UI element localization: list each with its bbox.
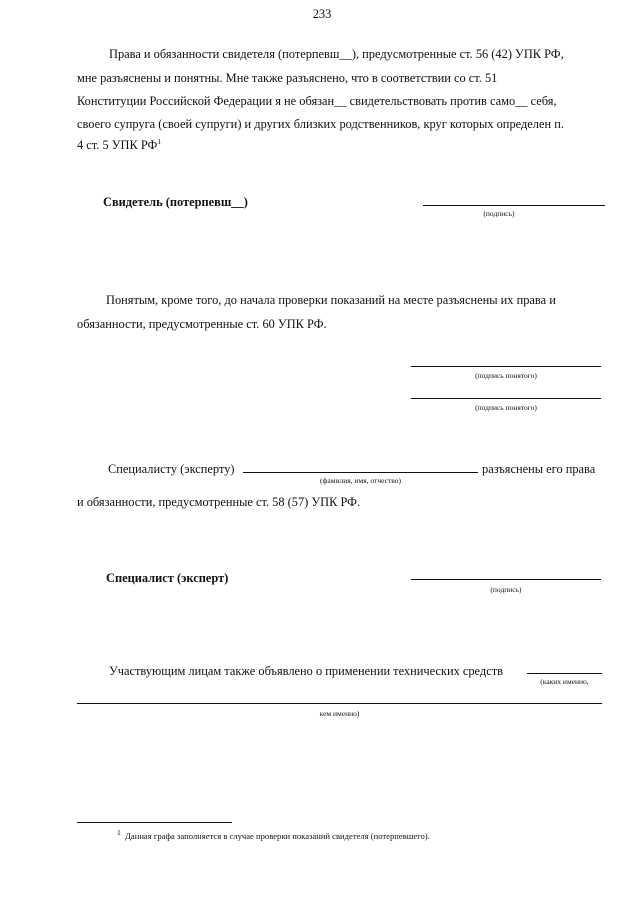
attesting-text-line-1: Понятым, кроме того, до начала проверки показаний на месте разъяснены их права и (106, 293, 556, 307)
attesting-signature-caption-1: (подпись понятого) (475, 371, 537, 380)
attesting-text-line-2: обязанности, предусмотренные ст. 60 УПК РФ. (77, 317, 327, 331)
witness-rights-line-5-text: 4 ст. 5 УПК РФ (77, 138, 158, 152)
footnote-text: Данная графа заполняется в случае проверки показаний свидетеля (потерпевшего). (125, 831, 430, 841)
attesting-signature-line-1 (411, 366, 601, 367)
technical-means-caption-1: (каких именно, (540, 677, 589, 686)
footnote (117, 828, 430, 842)
specialist-signature-caption: (подпись) (490, 585, 522, 594)
footnote-separator (77, 822, 232, 823)
witness-rights-line-3: Конституции Российской Федерации я не обязан__ свидетельствовать против само__ себя, (77, 94, 557, 108)
witness-rights-line-2: мне разъяснены и понятны. Мне также разъяснено, что в соответствии со ст. 51 (77, 71, 498, 85)
specialist-rights-line-2: и обязанности, предусмотренные ст. 58 (57) УПК РФ. (77, 495, 361, 509)
witness-signature-caption: (подпись) (483, 209, 515, 218)
attesting-signature-line-2 (411, 398, 601, 399)
witness-rights-line-4: своего супруга (своей супруги) и других близких родственников, круг которых определен п. (77, 117, 564, 131)
witness-rights-line-5 (77, 136, 161, 154)
technical-means-caption-2: кем именно) (319, 709, 360, 718)
specialist-signature-label: Специалист (эксперт) (106, 571, 229, 585)
technical-means-text: Участвующим лицам также объявлено о применении технических средств (109, 664, 503, 678)
page-number: 233 (312, 7, 332, 21)
footnote-number: 1 (117, 828, 121, 838)
witness-signature-label: Свидетель (потерпевш__) (103, 195, 248, 209)
witness-rights-line-1: Права и обязанности свидетеля (потерпевш__), предусмотренные ст. 56 (42) УПК РФ, (109, 47, 564, 61)
footnote-reference: 1 (157, 136, 162, 146)
specialist-rights-prefix: Специалисту (эксперту) (108, 462, 235, 476)
specialist-name-caption: (фамилия, имя, отчество) (320, 476, 401, 485)
technical-means-long-line (77, 703, 602, 704)
attesting-signature-caption-2: (подпись понятого) (475, 403, 537, 412)
specialist-rights-suffix: разъяснены его права (482, 462, 596, 476)
witness-signature-line (423, 205, 605, 206)
specialist-signature-line (411, 579, 601, 580)
specialist-name-line (243, 472, 478, 473)
technical-means-short-line (527, 673, 602, 674)
